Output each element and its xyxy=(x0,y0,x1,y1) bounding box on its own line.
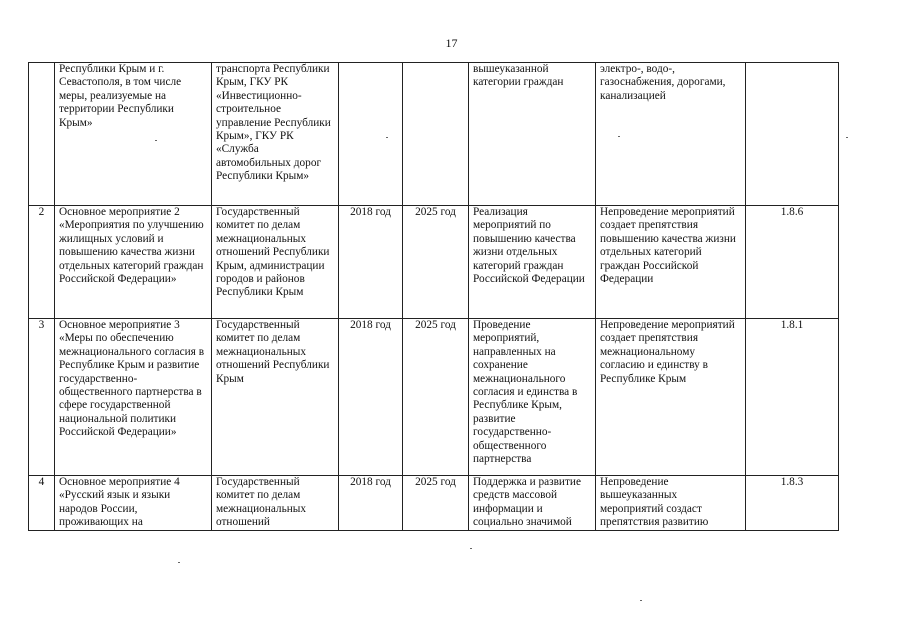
expected-result-cell: Проведение мероприятий, направленных на сохранение межнационального согласия и единства в Республике Крым, развитие государственно-общественного партнерства xyxy=(469,319,596,476)
scan-speck xyxy=(386,137,388,138)
start-year-cell xyxy=(339,63,403,206)
consequence-cell: Непроведение мероприятий создает препятствия межнациональному согласию и единству в Республике Крым xyxy=(596,319,746,476)
scan-speck xyxy=(618,136,620,137)
table-row xyxy=(29,206,839,319)
expected-result-cell: Поддержка и развитие средств массовой информации и социально значимой xyxy=(469,476,596,531)
executor-cell: Государственный комитет по делам межнациональных отношений Республики Крым, администрации городов и районов Республики Крым xyxy=(212,206,339,319)
measure-name-cell: Основное мероприятие 2 «Мероприятия по улучшению жилищных условий и повышению качества жизни отдельных категорий граждан Российской Федерации» xyxy=(55,206,212,319)
indicator-code-cell xyxy=(746,63,839,206)
table-row xyxy=(29,319,839,476)
executor-cell: Государственный комитет по делам межнациональных отношений xyxy=(212,476,339,531)
table-row xyxy=(29,476,839,531)
program-table xyxy=(28,62,839,531)
consequence-cell: Непроведение мероприятий создает препятствия повышению качества жизни отдельных категорий граждан Российской Федерации xyxy=(596,206,746,319)
measure-name-cell: Республики Крым и г. Севастополя, в том числе меры, реализуемые на территории Республики Крым» xyxy=(55,63,212,206)
start-year-cell: 2018 год xyxy=(339,206,403,319)
row-number-cell: 3 xyxy=(29,319,55,476)
scan-speck xyxy=(470,548,472,549)
end-year-cell: 2025 год xyxy=(403,319,469,476)
executor-cell: транспорта Республики Крым, ГКУ РК «Инвестиционно-строительное управление Республики Крым», ГКУ РК «Служба автомобильных дорог Республики Крым» xyxy=(212,63,339,206)
indicator-code-cell: 1.8.3 xyxy=(746,476,839,531)
row-number-cell xyxy=(29,63,55,206)
end-year-cell xyxy=(403,63,469,206)
end-year-cell: 2025 год xyxy=(403,206,469,319)
consequence-cell: Непроведение вышеуказанных мероприятий создаст препятствия развитию xyxy=(596,476,746,531)
end-year-cell: 2025 год xyxy=(403,476,469,531)
page-number: 17 xyxy=(445,36,458,50)
row-number-cell: 4 xyxy=(29,476,55,531)
indicator-code-cell: 1.8.1 xyxy=(746,319,839,476)
expected-result-cell: вышеуказанной категории граждан xyxy=(469,63,596,206)
scan-speck xyxy=(846,137,848,138)
measure-name-cell: Основное мероприятие 3 «Меры по обеспечению межнационального согласия в Республике Крым и развитие государственно-общественного партнерства в сфере государственной национальной политики Российской Федерации» xyxy=(55,319,212,476)
start-year-cell: 2018 год xyxy=(339,476,403,531)
start-year-cell: 2018 год xyxy=(339,319,403,476)
expected-result-cell: Реализация мероприятий по повышению качества жизни отдельных категорий граждан Российской Федерации xyxy=(469,206,596,319)
executor-cell: Государственный комитет по делам межнациональных отношений Республики Крым xyxy=(212,319,339,476)
scan-speck xyxy=(178,562,180,563)
consequence-cell: электро-, водо-, газоснабжения, дорогами, канализацией xyxy=(596,63,746,206)
table-row xyxy=(29,63,839,206)
indicator-code-cell: 1.8.6 xyxy=(746,206,839,319)
scan-speck xyxy=(640,600,642,601)
measure-name-cell: Основное мероприятие 4 «Русский язык и языки народов России, проживающих на xyxy=(55,476,212,531)
row-number-cell: 2 xyxy=(29,206,55,319)
scan-speck xyxy=(155,140,157,141)
